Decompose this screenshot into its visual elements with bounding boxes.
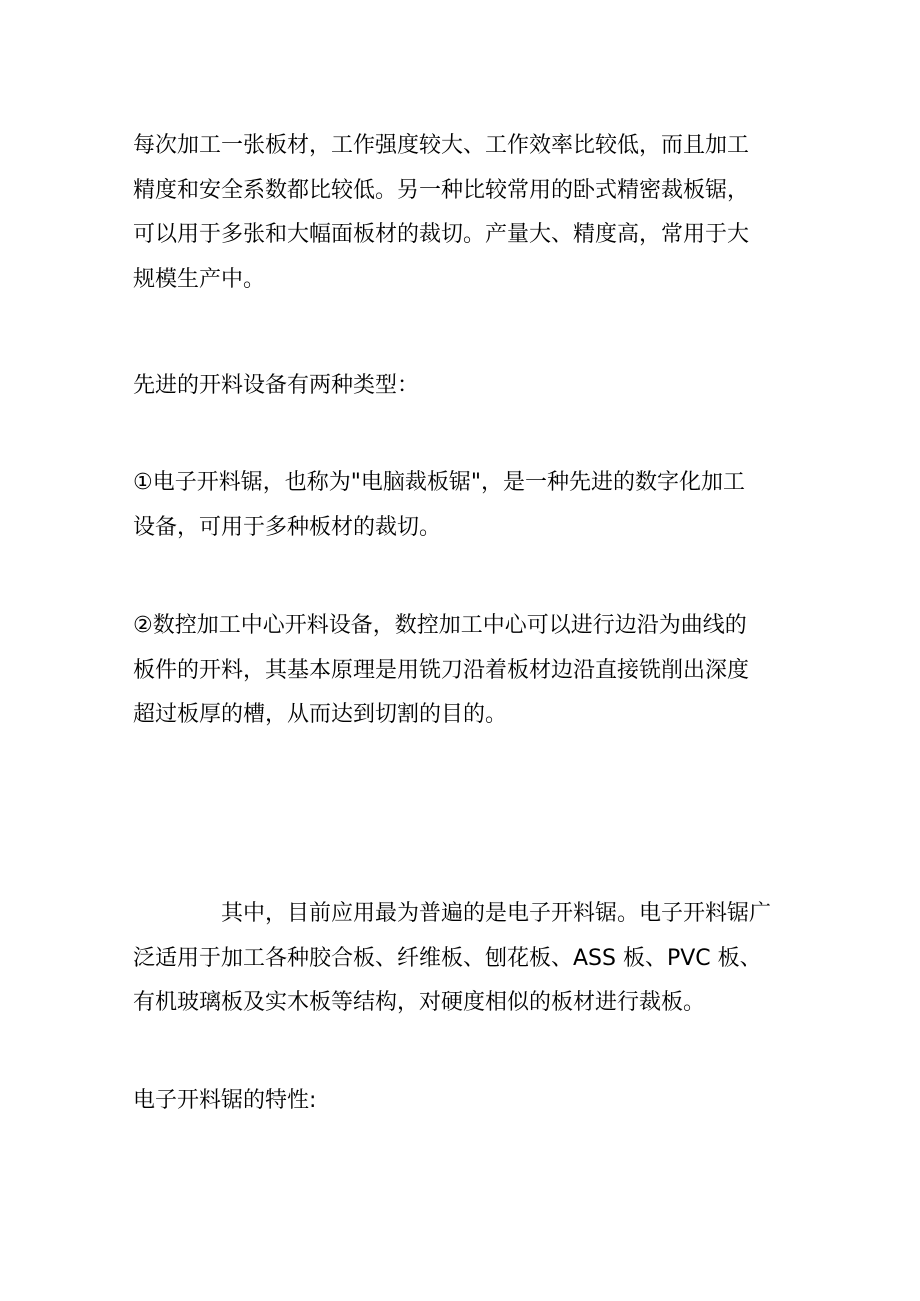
text-line: 设备，可用于多种板材的裁切。 bbox=[133, 514, 442, 540]
text-line: 泛适用于加工各种胶合板、纤维板、刨花板、ASS 板、PVC 板、 bbox=[133, 945, 762, 971]
paragraph-cnc-center bbox=[133, 604, 813, 738]
paragraph-features-heading bbox=[133, 1079, 813, 1124]
text-line: 可以用于多张和大幅面板材的裁切。产量大、精度高，常用于大 bbox=[133, 222, 750, 247]
text-line: 先进的开料设备有两种类型： bbox=[133, 373, 420, 398]
text-line: 有机玻璃板及实木板等结构，对硬度相似的板材进行裁板。 bbox=[133, 990, 706, 1015]
text-line: 每次加工一张板材，工作强度较大、工作效率比较低，而且加工 bbox=[133, 133, 750, 158]
text-line: 板件的开料，其基本原理是用铣刀沿着板材边沿直接铣削出深度 bbox=[133, 657, 750, 683]
text-line: 其中，目前应用最为普遍的是电子开料锯。电子开料锯广 bbox=[221, 901, 772, 926]
paragraph-electronic-saw bbox=[133, 461, 813, 550]
text-line: 精度和安全系数都比较低。另一种比较常用的卧式精密裁板锯， bbox=[133, 177, 750, 203]
paragraph-application bbox=[133, 892, 813, 1026]
text-line: 超过板厚的槽，从而达到切割的目的。 bbox=[133, 702, 508, 727]
paragraph-equipment-types bbox=[133, 364, 813, 409]
text-line: ②数控加工中心开料设备，数控加工中心可以进行边沿为曲线的 bbox=[133, 613, 747, 638]
paragraph-manual-saw bbox=[133, 124, 813, 302]
text-line-indented bbox=[133, 892, 813, 937]
text-line: 电子开料锯的特性: bbox=[133, 1088, 317, 1113]
text-line: 规模生产中。 bbox=[133, 266, 266, 292]
text-line: ①电子开料锯，也称为"电脑裁板锯"，是一种先进的数字化加工 bbox=[133, 470, 745, 495]
